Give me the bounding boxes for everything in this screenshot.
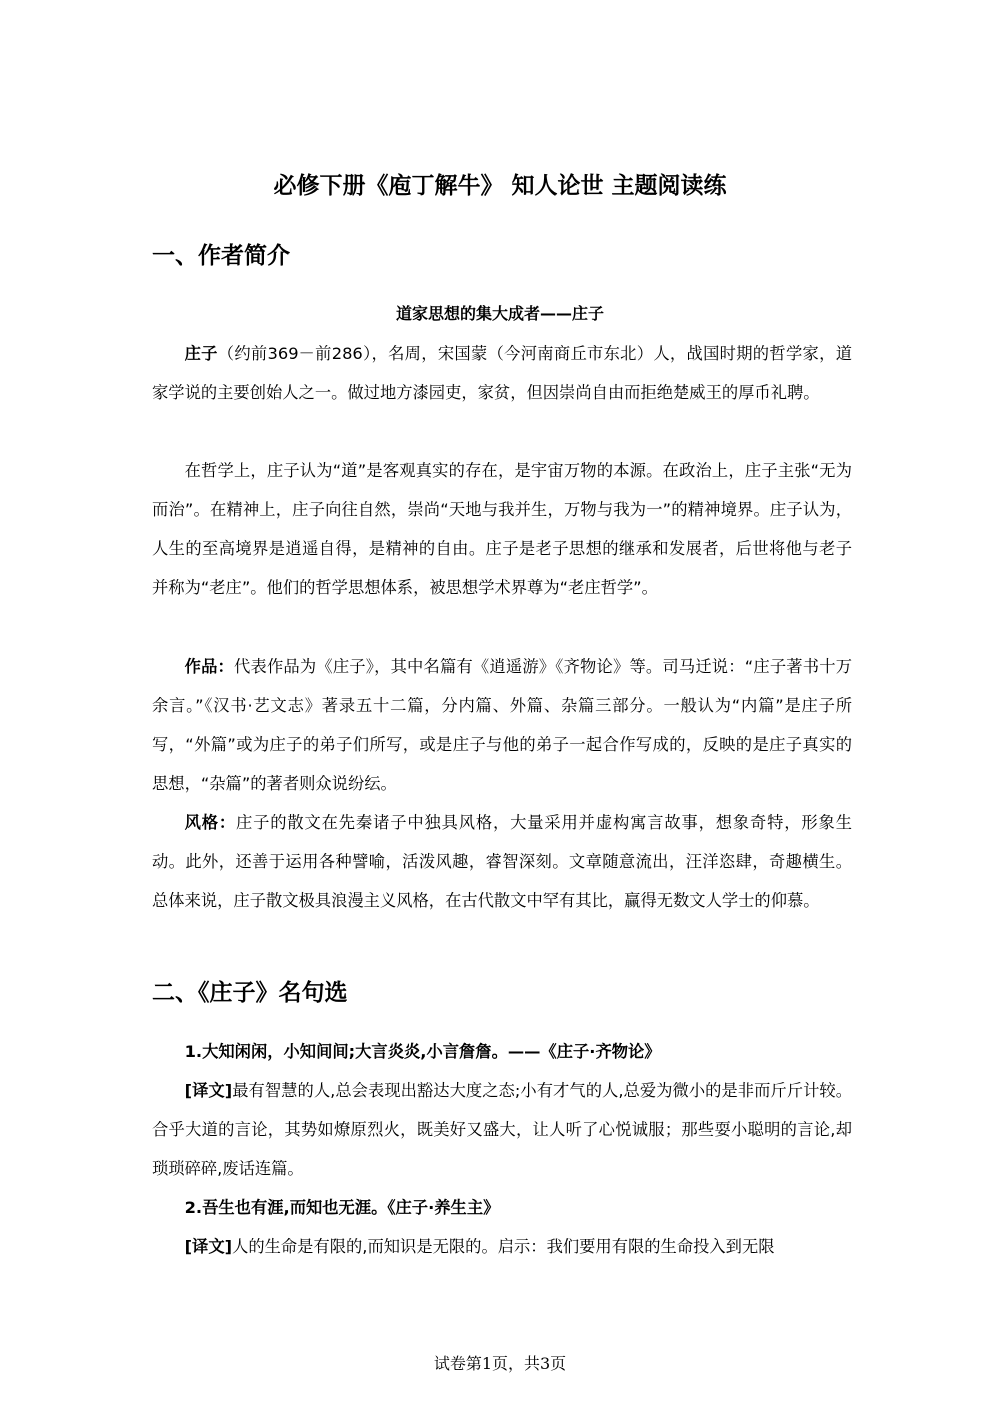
author-subtitle: 道家思想的集大成者——庄子 xyxy=(395,304,604,323)
paragraph-text: 庄子的散文在先秦诸子中独具风格，大量采用并虚构寓言故事，想象奇特，形象生动。此外，还善于运用各种譬喻，活泼风趣，睿智深刻。文章随意流出，汪洋恣肆，奇趣横生。总体来说，庄子散文极具浪漫主义风格，在古代散文中罕有其比，赢得无数文人学士的仰慕。 xyxy=(152,813,852,910)
translation-text: 人的生命是有限的,而知识是无限的。启示：我们要用有限的生命投入到无限 xyxy=(232,1237,775,1256)
quote-1-translation xyxy=(152,1071,852,1188)
document-title: 必修下册《庖丁解牛》 知人论世 主题阅读练 xyxy=(273,173,727,199)
philosophy-paragraph xyxy=(152,451,852,607)
paragraph-text: 在哲学上，庄子认为“道”是客观真实的存在，是宇宙万物的本源。在政治上，庄子主张“无为而治”。在精神上，庄子向往自然，崇尚“天地与我并生，万物与我为一”的精神境界。庄子认为，人生的至高境界是逍遥自得，是精神的自由。庄子是老子思想的继承和发展者，后世将他与老子并称为“老庄”。他们的哲学思想体系，被思想学术界尊为“老庄哲学”。 xyxy=(152,461,852,597)
paragraph-label: 风格： xyxy=(184,813,236,832)
quote-1: 1.大知闲闲，小知间间;大言炎炎,小言詹詹。——《庄子·齐物论》 xyxy=(184,1042,661,1061)
page-footer: 试卷第1页，共3页 xyxy=(433,1354,567,1373)
style-paragraph xyxy=(152,803,852,920)
paragraph-label: 作品： xyxy=(184,657,235,676)
paragraph-text: 代表作品为《庄子》，其中名篇有《逍遥游》《齐物论》等。司马迁说：“庄子著书十万余言。”《汉书·艺文志》著录五十二篇，分内篇、外篇、杂篇三部分。一般认为“内篇”是庄子所写，“外篇”或为庄子的弟子们所写，或是庄子与他的弟子一起合作写成的，反映的是庄子真实的思想，“杂篇”的著者则众说纷纭。 xyxy=(152,657,852,793)
section-heading-author: 一、作者简介 xyxy=(152,243,290,269)
translation-text: 最有智慧的人,总会表现出豁达大度之态;小有才气的人,总爱为微小的是非而斤斤计较。合乎大道的言论，其势如燎原烈火，既美好又盛大，让人听了心悦诚服；那些耍小聪明的言论,却琐琐碎碎,废话连篇。 xyxy=(152,1081,853,1178)
quote-2: 2.吾生也有涯,而知也无涯。《庄子·养生主》 xyxy=(184,1198,500,1217)
translation-label: [译文] xyxy=(184,1237,233,1256)
section-heading-quotes: 二、《庄子》名句选 xyxy=(152,980,348,1006)
translation-label: [译文] xyxy=(184,1081,233,1100)
author-intro-paragraph xyxy=(152,334,852,412)
paragraph-text: （约前369－前286），名周，宋国蒙（今河南商丘市东北）人，战国时期的哲学家，道家学说的主要创始人之一。做过地方漆园吏，家贫，但因崇尚自由而拒绝楚威王的厚币礼聘。 xyxy=(152,344,852,402)
paragraph-label: 庄子 xyxy=(184,344,218,363)
works-paragraph xyxy=(152,647,852,803)
quote-2-translation xyxy=(152,1227,852,1266)
